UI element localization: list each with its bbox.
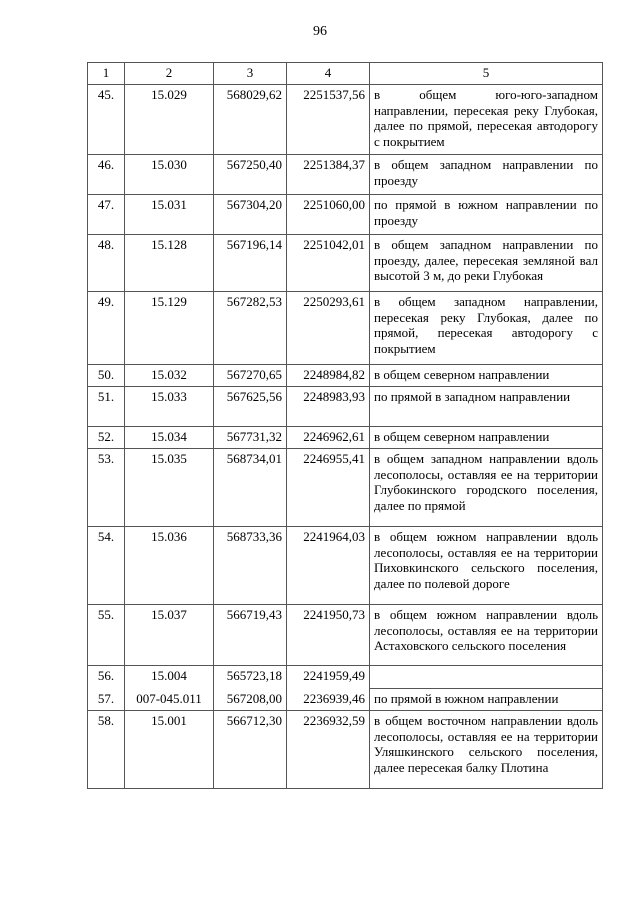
boundary-description [370,666,603,689]
coordinate-x: 567625,56 [214,387,287,427]
coordinate-x: 566719,43 [214,605,287,666]
coordinate-x: 567196,14 [214,235,287,292]
table-row [88,427,603,449]
row-number: 51. [88,387,125,427]
point-code: 15.030 [125,155,214,195]
point-code: 15.032 [125,365,214,387]
table-row [88,365,603,387]
table-row [88,711,603,789]
coordinate-y: 2236939,46 [287,689,370,711]
coordinate-y: 2251042,01 [287,235,370,292]
table-row [88,387,603,427]
point-code: 15.001 [125,711,214,789]
table-row [88,155,603,195]
coordinate-y: 2248984,82 [287,365,370,387]
column-header: 2 [125,63,214,85]
point-code: 15.004 [125,666,214,689]
column-header: 5 [370,63,603,85]
table-row [88,85,603,155]
point-code: 15.029 [125,85,214,155]
row-number: 47. [88,195,125,235]
point-code: 15.129 [125,292,214,365]
coordinate-x: 567304,20 [214,195,287,235]
row-number: 52. [88,427,125,449]
boundary-description: в общем западном направлении, пересекая реку Глубокая, далее по прямой, пересекая автодорогу с покрытием [370,292,603,365]
point-code: 15.128 [125,235,214,292]
row-number: 49. [88,292,125,365]
table-row [88,292,603,365]
table-row [88,689,603,711]
row-number: 58. [88,711,125,789]
coordinate-x: 567731,32 [214,427,287,449]
row-number: 45. [88,85,125,155]
row-number: 50. [88,365,125,387]
table-row [88,605,603,666]
table-body [88,85,603,789]
table-row [88,195,603,235]
boundary-description: в общем западном направлении по проезду, далее, пересекая земляной вал высотой 3 м, до реки Глубокая [370,235,603,292]
coordinate-y: 2251537,56 [287,85,370,155]
boundary-description: в общем южном направлении вдоль лесополосы, оставляя ее на территории Астаховского сельского поселения [370,605,603,666]
coordinate-x: 565723,18 [214,666,287,689]
point-code: 15.036 [125,527,214,605]
point-code: 15.037 [125,605,214,666]
table-row [88,666,603,689]
point-code: 15.031 [125,195,214,235]
boundary-description: в общем западном направлении по проезду [370,155,603,195]
boundary-description: в общем южном направлении вдоль лесополосы, оставляя ее на территории Пиховкинского сельского поселения, далее по полевой дороге [370,527,603,605]
coordinate-y: 2251060,00 [287,195,370,235]
point-code: 15.035 [125,449,214,527]
column-header: 4 [287,63,370,85]
boundary-description: по прямой в южном направлении по проезду [370,195,603,235]
point-code: 15.034 [125,427,214,449]
coordinate-y: 2251384,37 [287,155,370,195]
coordinate-x: 568029,62 [214,85,287,155]
point-code: 15.033 [125,387,214,427]
coordinate-y: 2241950,73 [287,605,370,666]
coordinate-x: 567270,65 [214,365,287,387]
coordinate-y: 2248983,93 [287,387,370,427]
table-row [88,235,603,292]
row-number: 46. [88,155,125,195]
row-number: 53. [88,449,125,527]
coordinate-y: 2250293,61 [287,292,370,365]
column-header: 1 [88,63,125,85]
boundary-description: по прямой в южном направлении [370,689,603,711]
row-number: 54. [88,527,125,605]
coordinate-y: 2241959,49 [287,666,370,689]
coordinate-x: 566712,30 [214,711,287,789]
boundary-description: в общем северном направлении [370,427,603,449]
boundary-description: в общем восточном направлении вдоль лесополосы, оставляя ее на территории Уляшкинского сельского поселения, далее пересекая балку Плотина [370,711,603,789]
row-number: 55. [88,605,125,666]
coordinate-x: 568734,01 [214,449,287,527]
boundary-description: в общем западном направлении вдоль лесополосы, оставляя ее на территории Глубокинского городского поселения, далее по прямой [370,449,603,527]
row-number: 48. [88,235,125,292]
coordinate-x: 568733,36 [214,527,287,605]
table-row [88,527,603,605]
coordinate-y: 2246962,61 [287,427,370,449]
page-number: 96 [313,24,327,39]
boundary-description: в общем юго-юго-западном направлении, пересекая реку Глубокая, далее по прямой, пересекая автодорогу с покрытием [370,85,603,155]
coordinate-x: 567282,53 [214,292,287,365]
table-header-row [88,63,603,85]
table-row [88,449,603,527]
row-number: 57. [88,689,125,711]
coordinate-x: 567250,40 [214,155,287,195]
column-header: 3 [214,63,287,85]
coordinate-y: 2241964,03 [287,527,370,605]
coordinate-y: 2246955,41 [287,449,370,527]
boundary-table [87,62,603,789]
boundary-description: по прямой в западном направлении [370,387,603,427]
point-code: 007-045.011 [125,689,214,711]
coordinate-y: 2236932,59 [287,711,370,789]
row-number: 56. [88,666,125,689]
coordinate-x: 567208,00 [214,689,287,711]
boundary-description: в общем северном направлении [370,365,603,387]
